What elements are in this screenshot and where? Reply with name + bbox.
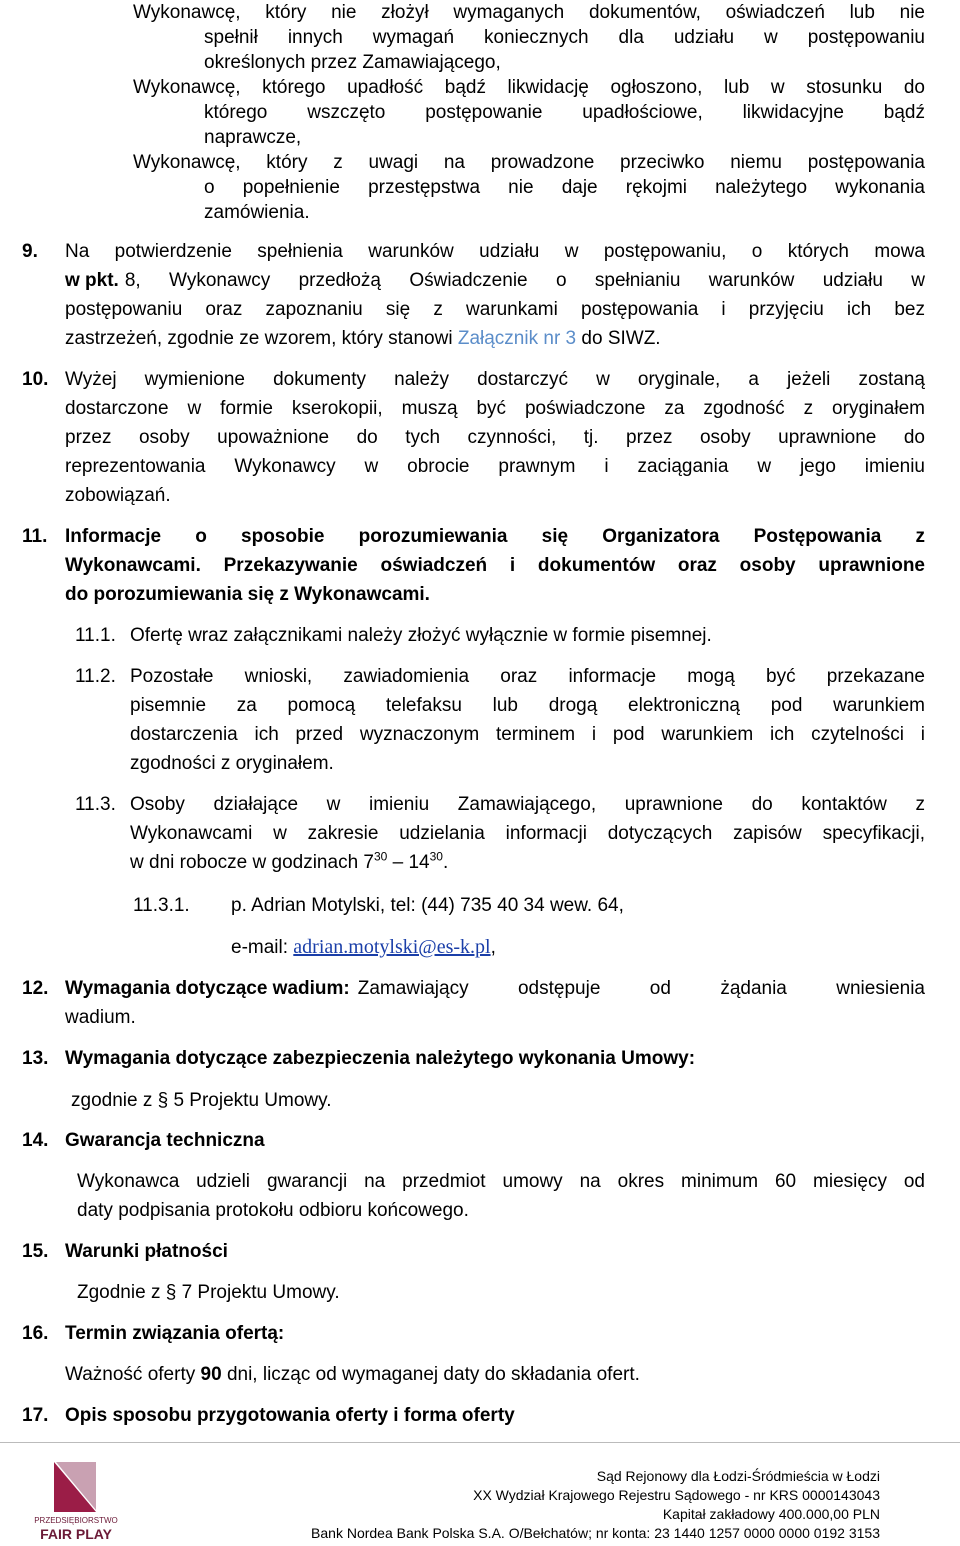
attachment-link[interactable]: Załącznik nr 3 [457,328,577,349]
paragraph-text: Zamawiający odstępuje od żądania wniesienia [357,978,925,999]
section-title-line: Wykonawcami. Przekazywanie oświadczeń i dokumentów oraz osoby uprawnione [65,555,925,576]
paragraph-line: dostarczenia ich przed wyznaczonym terminem i pod warunkiem ich czytelności i [130,724,925,745]
footer-divider [0,1442,960,1443]
subsection-number: 11.2. [75,666,116,687]
paragraph-line: postępowaniu oraz zapoznaniu się z warunkami postępowania i przyjęciu ich bez [65,299,925,320]
section-number: 10. [22,369,49,390]
list-item-line: Wykonawcę, którego upadłość bądź likwidację ogłoszono, lub w stosunku do [133,77,925,98]
list-item-line: spełnił innych wymagań koniecznych dla udziału w postępowaniu [204,27,925,48]
superscript: 30 [373,849,388,864]
paragraph-line: zgodnie z § 5 Projektu Umowy. [71,1090,332,1111]
section-title: Wymagania dotyczące wadium: [65,978,350,999]
paragraph-line [130,849,449,874]
section-title-line: Informacje o sposobie porozumiewania się Organizatora Postępowania z [65,526,925,547]
paragraph-line: wadium. [65,1007,136,1028]
section-number: 13. [22,1048,49,1069]
section-title: Warunki płatności [65,1241,228,1262]
paragraph-line: Zgodnie z § 7 Projektu Umowy. [77,1282,340,1303]
paragraph-line: zobowiązań. [65,485,171,506]
contact-person: p. Adrian Motylski, tel: (44) 735 40 34 wew. 64, [231,895,624,916]
paragraph-line [65,270,925,292]
hours-text: w dni robocze w godzinach 7 [130,852,374,873]
paragraph-text: zastrzeżeń, zgodnie ze wzorem, który stanowi [65,328,453,349]
logo-top-text: PRZEDSIĘBIORSTWO [34,1516,118,1525]
section-number: 16. [22,1323,49,1344]
paragraph-text: do SIWZ. [581,328,661,349]
subsection-number: 11.3.1. [133,895,190,916]
list-item [133,0,925,75]
company-logo [34,1460,118,1544]
section-number: 14. [22,1130,49,1151]
footer-capital: Kapitał zakładowy 400.000,00 PLN [662,1506,880,1522]
superscript: 30 [429,849,443,864]
paragraph-line: zgodności z oryginałem. [130,753,334,774]
section-number: 17. [22,1405,49,1426]
section-number: 15. [22,1241,49,1262]
list-item-line: Wykonawcę, który nie złożył wymaganych dokumentów, oświadczeń lub nie [133,2,925,23]
paragraph-line: przez osoby upoważnione do tych czynności, tj. przez osoby uprawnione do [65,427,925,448]
paragraph-line [65,978,925,1000]
pkt-label: w pkt. [65,270,119,291]
hours-text: . [442,852,449,873]
list-item-line: o popełnienie przestępstwa nie daje rękojmi należytego wykonania [204,177,925,198]
section-title: Termin związania ofertą: [65,1323,285,1344]
email-link[interactable]: adrian.motylski@es-k.pl [293,936,491,958]
section-title-line: do porozumiewania się z Wykonawcami. [65,584,430,605]
subsection-number: 11.1. [75,625,116,646]
section-number: 12. [22,978,49,999]
paragraph-line [65,1364,640,1386]
email-comma: , [490,937,496,958]
paragraph-line: Na potwierdzenie spełnienia warunków udziału w postępowaniu, o których mowa [65,241,925,262]
list-item-line: zamówienia. [204,202,310,223]
list-item-line: którego wszczęto postępowanie upadłościowe, likwidacyjne bądź [204,102,925,123]
section-number: 11. [22,526,48,547]
paragraph-line: Wykonawca udzieli gwarancji na przedmiot umowy na okres minimum 60 miesięcy od [77,1171,925,1192]
paragraph-line [65,328,661,350]
paragraph-text: 8, Wykonawcy przedłożą Oświadczenie o spełnianiu warunków udziału w [124,270,925,291]
paragraph-line: reprezentowania Wykonawcy w obrocie prawnym i zaciągania w jego imieniu [65,456,925,477]
section-title: Gwarancja techniczna [65,1130,265,1151]
paragraph-line: Ofertę wraz załącznikami należy złożyć wyłącznie w formie pisemnej. [130,625,712,646]
list-item [133,75,925,150]
paragraph-line: Wyżej wymienione dokumenty należy dostarczyć w oryginale, a jeżeli zostaną [65,369,925,390]
list-item-line: określonych przez Zamawiającego, [204,52,501,73]
paragraph-line: pisemnie za pomocą telefaksu lub drogą elektroniczną pod warunkiem [130,695,925,716]
list-item-line: Wykonawcę, który z uwagi na prowadzone przeciwko niemu postępowania [133,152,925,173]
logo-mark-icon [34,1460,118,1516]
hours-text: – 14 [387,852,430,873]
subsection-number: 11.3. [75,794,116,815]
logo-main-text: FAIR PLAY [40,1526,112,1542]
paragraph-line: Pozostałe wnioski, zawiadomienia oraz informacje mogą być przekazane [130,666,925,687]
footer-bank: Bank Nordea Bank Polska S.A. O/Bełchatów; nr konta: 23 1440 1257 0000 0000 0192 3153 [311,1525,880,1541]
contact-email [231,936,496,959]
section-title: Wymagania dotyczące zabezpieczenia należytego wykonania Umowy: [65,1048,696,1069]
validity-days: 90 [200,1364,222,1385]
paragraph-line: dostarczone w formie kserokopii, muszą być poświadczone za zgodność z oryginałem [65,398,925,419]
paragraph-text: Ważność oferty [65,1364,196,1385]
paragraph-text: dni, licząc od wymaganej daty do składania ofert. [226,1364,640,1385]
footer-court: Sąd Rejonowy dla Łodzi-Śródmieścia w Łodzi [596,1468,880,1484]
email-label: e-mail: [231,937,289,958]
paragraph-line: Wykonawcami w zakresie udzielania informacji dotyczących zapisów specyfikacji, [130,823,925,844]
section-number: 9. [22,241,38,262]
paragraph-line: Osoby działające w imieniu Zamawiającego, uprawnione do kontaktów z [130,794,925,815]
section-title: Opis sposobu przygotowania oferty i forma oferty [65,1405,515,1426]
footer-krs: XX Wydział Krajowego Rejestru Sądowego - nr KRS 0000143043 [473,1487,880,1503]
list-item-line: naprawcze, [204,127,302,148]
list-item [133,150,925,225]
paragraph-line: daty podpisania protokołu odbioru końcowego. [77,1200,469,1221]
